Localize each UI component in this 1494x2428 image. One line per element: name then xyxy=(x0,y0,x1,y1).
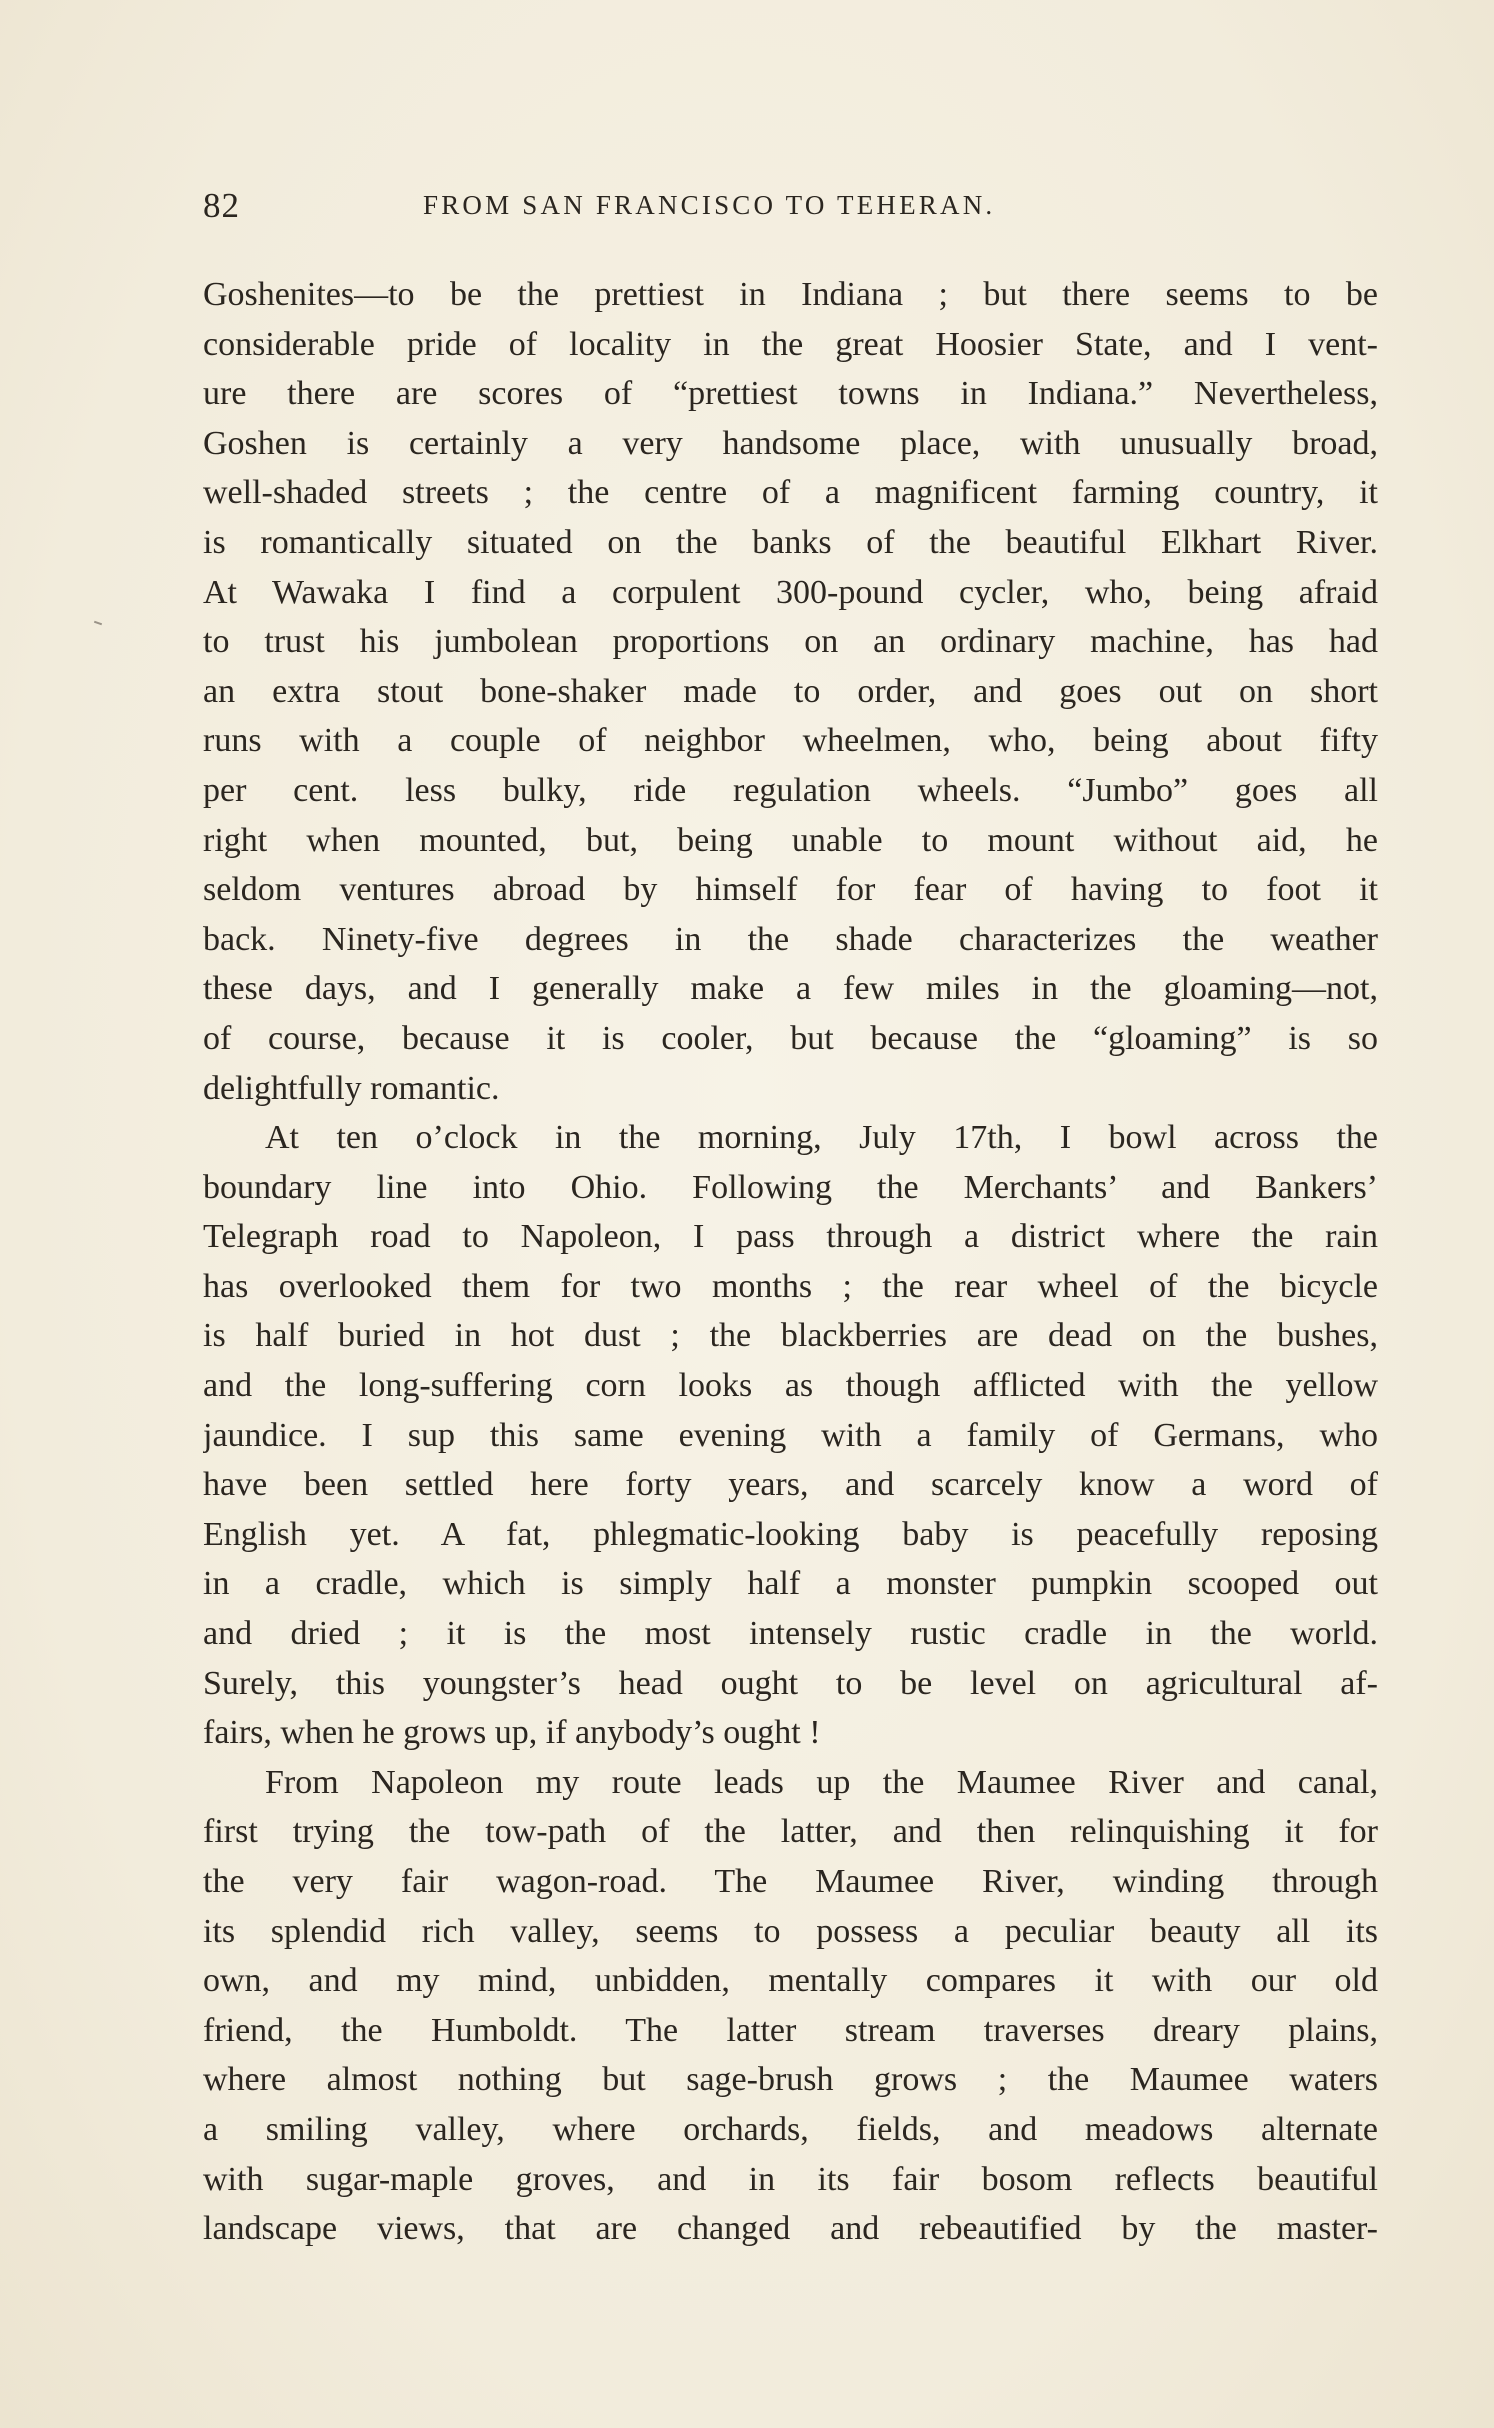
text-line: Telegraph road to Napoleon, I pass through a district where the rain xyxy=(203,1218,1378,1256)
text-line: the very fair wagon-road. The Maumee River, winding through xyxy=(203,1863,1378,1900)
paragraph xyxy=(203,270,1378,1113)
text-line: jaundice. I sup this same evening with a family of Germans, who xyxy=(203,1416,1378,1454)
text-line: English yet. A fat, phlegmatic-looking baby is peacefully reposing xyxy=(203,1515,1378,1553)
text-line: delightfully romantic. xyxy=(203,1069,500,1107)
page-number: 82 xyxy=(203,186,240,225)
text-line: Goshen is certainly a very handsome place, with unusually broad, xyxy=(203,424,1378,462)
text-line: ure there are scores of “prettiest towns in Indiana.” Nevertheless, xyxy=(203,375,1378,413)
text-line: well-shaded streets ; the centre of a magnificent farming country, it xyxy=(203,474,1378,512)
text-line: own, and my mind, unbidden, mentally compares it with our old xyxy=(203,1962,1378,2000)
text-line: and the long-suffering corn looks as though afflicted with the yellow xyxy=(203,1367,1378,1405)
text-line: its splendid rich valley, seems to possess a peculiar beauty all its xyxy=(203,1912,1378,1950)
text-line: to trust his jumbolean proportions on an ordinary machine, has had xyxy=(203,623,1378,661)
text-line: is half buried in hot dust ; the blackberries are dead on the bushes, xyxy=(203,1317,1378,1355)
text-line: From Napoleon my route leads up the Maumee River and canal, xyxy=(265,1763,1378,1801)
text-line: At Wawaka I find a corpulent 300-pound cycler, who, being afraid xyxy=(203,573,1378,611)
text-line: first trying the tow-path of the latter, and then relinquishing it for xyxy=(203,1813,1378,1851)
text-line: where almost nothing but sage-brush grows ; the Maumee waters xyxy=(203,2061,1378,2099)
text-line: Surely, this youngster’s head ought to be level on agricultural af- xyxy=(203,1664,1378,1702)
text-line: these days, and I generally make a few miles in the gloaming—not, xyxy=(203,970,1378,1008)
running-title: FROM SAN FRANCISCO TO TEHERAN. xyxy=(423,190,996,220)
text-line: boundary line into Ohio. Following the Merchants’ and Bankers’ xyxy=(203,1168,1378,1206)
paragraph xyxy=(203,1113,1378,1758)
text-line: runs with a couple of neighbor wheelmen, who, being about fifty xyxy=(203,722,1378,760)
text-line: friend, the Humboldt. The latter stream traverses dreary plains, xyxy=(203,2011,1378,2049)
text-line: of course, because it is cooler, but because the “gloaming” is so xyxy=(203,1019,1378,1057)
page-header xyxy=(203,186,1163,236)
text-line: landscape views, that are changed and rebeautified by the master- xyxy=(203,2210,1378,2248)
text-line: per cent. less bulky, ride regulation wheels. “Jumbo” goes all xyxy=(203,771,1378,809)
text-line: an extra stout bone-shaker made to order, and goes out on short xyxy=(203,672,1378,710)
text-line: back. Ninety-five degrees in the shade characterizes the weather xyxy=(203,920,1378,958)
text-line: have been settled here forty years, and scarcely know a word of xyxy=(203,1466,1378,1504)
text-line: is romantically situated on the banks of the beautiful Elkhart River. xyxy=(203,523,1378,561)
paragraph xyxy=(203,1758,1378,2254)
text-line: seldom ventures abroad by himself for fear of having to foot it xyxy=(203,871,1378,909)
margin-mark xyxy=(94,621,102,626)
text-line: At ten o’clock in the morning, July 17th, I bowl across the xyxy=(265,1119,1378,1157)
text-line: in a cradle, which is simply half a monster pumpkin scooped out xyxy=(203,1565,1378,1603)
text-line: considerable pride of locality in the great Hoosier State, and I vent- xyxy=(203,325,1378,363)
text-line: Goshenites—to be the prettiest in Indiana ; but there seems to be xyxy=(203,276,1378,313)
text-line: right when mounted, but, being unable to mount without aid, he xyxy=(203,821,1378,859)
text-line: with sugar-maple groves, and in its fair bosom reflects beautiful xyxy=(203,2160,1378,2198)
text-line: a smiling valley, where orchards, fields, and meadows alternate xyxy=(203,2110,1378,2148)
body-text xyxy=(203,270,1378,2254)
text-line: has overlooked them for two months ; the rear wheel of the bicycle xyxy=(203,1267,1378,1305)
text-line: and dried ; it is the most intensely rustic cradle in the world. xyxy=(203,1615,1378,1653)
text-line: fairs, when he grows up, if anybody’s ought ! xyxy=(203,1714,821,1752)
